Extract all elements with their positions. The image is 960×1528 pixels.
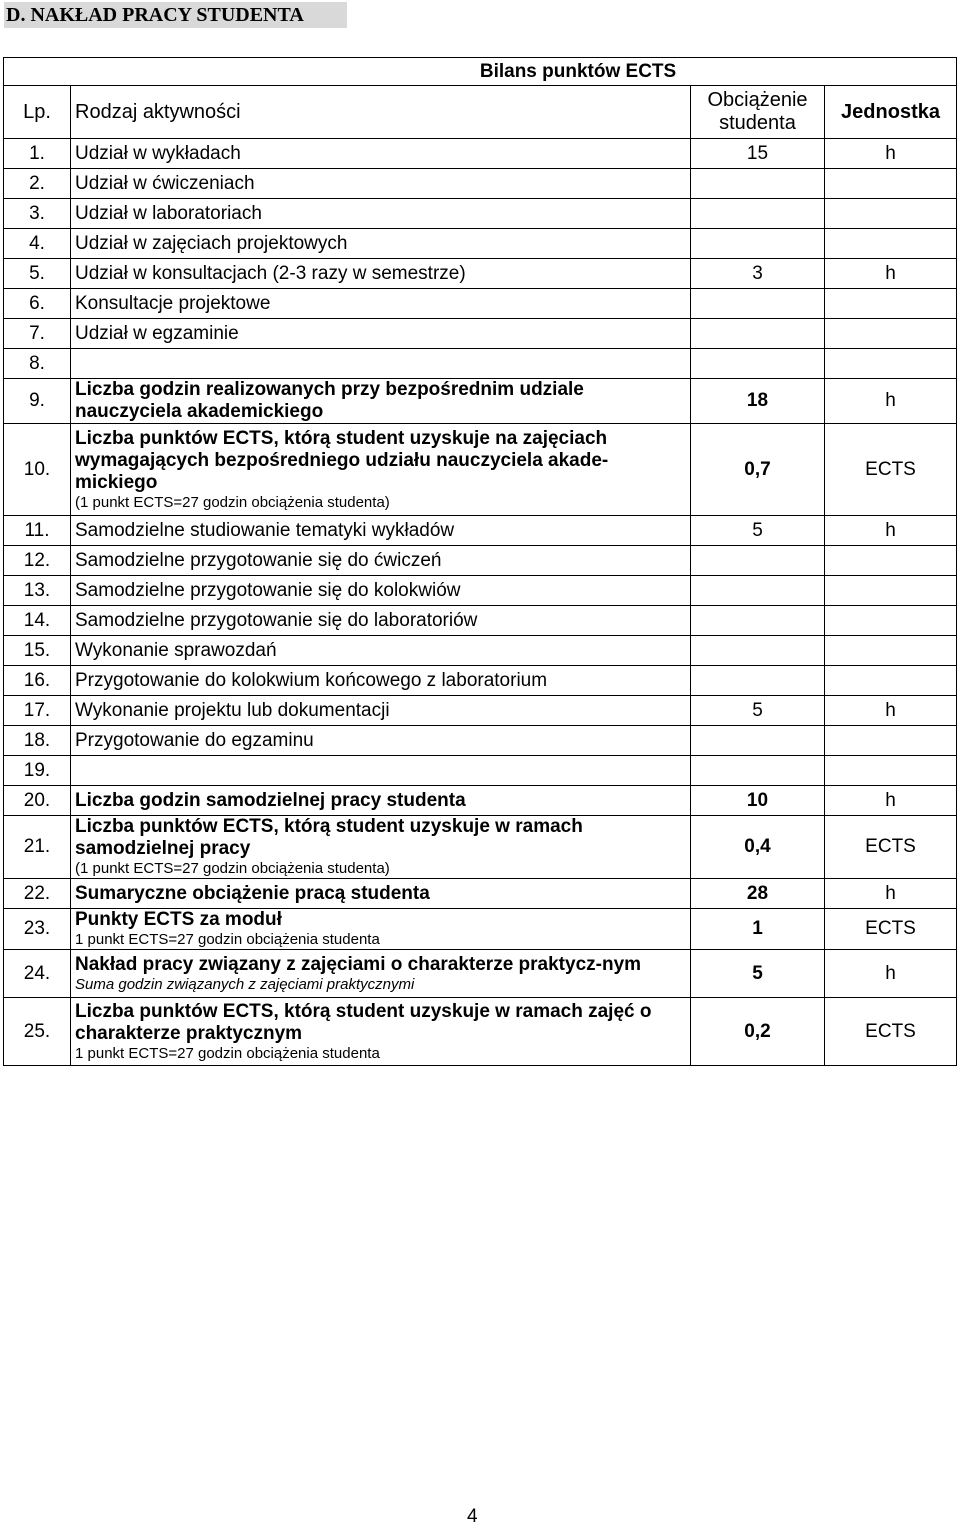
row-lp: 18.: [4, 726, 71, 756]
row-value: [691, 636, 825, 666]
table-row: [4, 169, 957, 199]
table-row: [4, 696, 957, 726]
row-lp: 19.: [4, 756, 71, 786]
row-lp: 17.: [4, 696, 71, 726]
row-activity-text: Przygotowanie do egzaminu: [75, 729, 314, 751]
table-row: [4, 756, 957, 786]
row-unit: [825, 636, 957, 666]
row-unit: [825, 726, 957, 756]
table-row: [4, 636, 957, 666]
row-unit: [825, 576, 957, 606]
row-unit: [825, 169, 957, 199]
row-activity: [71, 169, 691, 199]
row-unit: [825, 229, 957, 259]
table-header-row: [4, 86, 957, 139]
table-row: [4, 998, 957, 1066]
row-lp: 13.: [4, 576, 71, 606]
row-value: 5: [691, 516, 825, 546]
row-lp: 1.: [4, 139, 71, 169]
header-unit: Jednostka: [825, 86, 957, 139]
row-unit: h: [825, 879, 957, 909]
row-activity-text: Liczba godzin samodzielnej pracy studenta: [75, 789, 466, 811]
table-caption: Bilans punktów ECTS: [4, 58, 957, 86]
row-lp: 20.: [4, 786, 71, 816]
row-activity-text: Samodzielne przygotowanie się do laboratoriów: [75, 609, 478, 631]
row-unit: [825, 199, 957, 229]
row-activity-text: Samodzielne przygotowanie się do ćwiczeń: [75, 549, 442, 571]
row-value: 0,4: [691, 816, 825, 879]
row-note: (1 punkt ECTS=27 godzin obciążenia studenta): [75, 860, 390, 877]
table-row: [4, 289, 957, 319]
header-lp: Lp.: [4, 86, 71, 139]
page-number: 4: [467, 1506, 478, 1527]
row-value: [691, 666, 825, 696]
table-row: [4, 424, 957, 516]
row-activity: [71, 289, 691, 319]
row-activity: [71, 229, 691, 259]
row-value: 1: [691, 909, 825, 950]
row-activity: [71, 786, 691, 816]
row-activity-text: Udział w konsultacjach (2-3 razy w semestrze): [75, 262, 466, 284]
row-activity-text: Konsultacje projektowe: [75, 292, 271, 314]
row-lp: 25.: [4, 998, 71, 1066]
row-lp: 23.: [4, 909, 71, 950]
row-value: 3: [691, 259, 825, 289]
row-activity: [71, 259, 691, 289]
table-row: [4, 576, 957, 606]
row-unit: h: [825, 516, 957, 546]
ects-balance-table: [3, 57, 957, 1066]
row-lp: 24.: [4, 950, 71, 998]
row-unit: [825, 546, 957, 576]
row-activity-text: Udział w wykładach: [75, 142, 241, 164]
row-lp: 11.: [4, 516, 71, 546]
row-value: 0,7: [691, 424, 825, 516]
row-lp: 3.: [4, 199, 71, 229]
row-value: 18: [691, 379, 825, 424]
row-activity: [71, 349, 691, 379]
row-value: [691, 546, 825, 576]
row-unit: [825, 319, 957, 349]
row-activity-text: Punkty ECTS za moduł: [75, 909, 282, 930]
row-unit: h: [825, 696, 957, 726]
row-activity: [71, 606, 691, 636]
table-row: [4, 259, 957, 289]
row-activity: [71, 666, 691, 696]
row-value: [691, 289, 825, 319]
row-value: [691, 169, 825, 199]
row-lp: 4.: [4, 229, 71, 259]
row-value: 5: [691, 950, 825, 998]
row-activity: [71, 726, 691, 756]
row-unit: ECTS: [825, 909, 957, 950]
row-activity: [71, 998, 691, 1066]
row-activity-text: Liczba punktów ECTS, którą student uzyskuje w ramach zajęć o charakterze praktycznym: [75, 1000, 652, 1044]
section-title: D. NAKŁAD PRACY STUDENTA: [4, 2, 347, 28]
table-row: [4, 199, 957, 229]
table-row: [4, 516, 957, 546]
row-activity: [71, 139, 691, 169]
header-activity: Rodzaj aktywności: [71, 86, 691, 139]
row-unit: h: [825, 379, 957, 424]
row-activity: [71, 816, 691, 879]
row-activity-text: Liczba punktów ECTS, którą student uzyskuje w ramach samodzielnej pracy: [75, 816, 583, 859]
row-value: [691, 229, 825, 259]
row-lp: 9.: [4, 379, 71, 424]
row-unit: [825, 756, 957, 786]
row-activity: [71, 950, 691, 998]
row-activity-text: Liczba godzin realizowanych przy bezpośrednim udziale nauczyciela akademickiego: [75, 379, 584, 422]
row-note: 1 punkt ECTS=27 godzin obciążenia studenta: [75, 1044, 380, 1062]
table-row: [4, 726, 957, 756]
row-unit: [825, 666, 957, 696]
table-row: [4, 379, 957, 424]
row-activity: [71, 909, 691, 950]
row-lp: 2.: [4, 169, 71, 199]
row-activity-text: Wykonanie sprawozdań: [75, 639, 277, 661]
table-row: [4, 229, 957, 259]
row-lp: 8.: [4, 349, 71, 379]
table-row: [4, 666, 957, 696]
table-row: [4, 786, 957, 816]
row-lp: 10.: [4, 424, 71, 516]
row-lp: 14.: [4, 606, 71, 636]
table-caption-row: [4, 58, 957, 86]
row-activity: [71, 319, 691, 349]
row-unit: [825, 289, 957, 319]
row-activity: [71, 424, 691, 516]
row-value: [691, 576, 825, 606]
table-row: [4, 816, 957, 879]
row-value: [691, 349, 825, 379]
row-unit: [825, 349, 957, 379]
row-lp: 7.: [4, 319, 71, 349]
row-value: [691, 606, 825, 636]
row-activity-text: Udział w laboratoriach: [75, 202, 262, 224]
table-row: [4, 950, 957, 998]
row-value: 0,2: [691, 998, 825, 1066]
row-lp: 16.: [4, 666, 71, 696]
row-value: 15: [691, 139, 825, 169]
row-activity: [71, 379, 691, 424]
row-note: 1 punkt ECTS=27 godzin obciążenia studenta: [75, 931, 380, 948]
table-row: [4, 139, 957, 169]
row-activity-text: Wykonanie projektu lub dokumentacji: [75, 699, 390, 721]
table-row: [4, 879, 957, 909]
row-value: [691, 199, 825, 229]
row-activity-text: Udział w egzaminie: [75, 322, 239, 344]
row-unit: h: [825, 950, 957, 998]
table-row: [4, 319, 957, 349]
row-note: Suma godzin związanych z zajęciami praktycznymi: [75, 975, 415, 993]
row-value: 5: [691, 696, 825, 726]
row-lp: 6.: [4, 289, 71, 319]
row-activity-text: Udział w ćwiczeniach: [75, 172, 255, 194]
row-activity: [71, 756, 691, 786]
row-lp: 21.: [4, 816, 71, 879]
row-unit: ECTS: [825, 816, 957, 879]
row-activity-text: Liczba punktów ECTS, którą student uzyskuje na zajęciach wymagających bezpośredniego udziału nauczyciela akade-mickiego: [75, 427, 609, 493]
table-row: [4, 349, 957, 379]
row-unit: h: [825, 259, 957, 289]
row-unit: h: [825, 786, 957, 816]
row-value: 28: [691, 879, 825, 909]
row-unit: ECTS: [825, 424, 957, 516]
row-value: 10: [691, 786, 825, 816]
row-lp: 5.: [4, 259, 71, 289]
row-value: [691, 756, 825, 786]
row-activity: [71, 879, 691, 909]
row-activity: [71, 696, 691, 726]
table-row: [4, 606, 957, 636]
row-lp: 22.: [4, 879, 71, 909]
row-activity-text: Przygotowanie do kolokwium końcowego z laboratorium: [75, 669, 548, 691]
row-lp: 15.: [4, 636, 71, 666]
row-note: (1 punkt ECTS=27 godzin obciążenia studenta): [75, 493, 390, 511]
row-activity: [71, 576, 691, 606]
row-activity-text: Udział w zajęciach projektowych: [75, 232, 348, 254]
row-lp: 12.: [4, 546, 71, 576]
row-value: [691, 319, 825, 349]
row-activity: [71, 636, 691, 666]
row-value: [691, 726, 825, 756]
row-activity: [71, 516, 691, 546]
row-activity-text: Samodzielne przygotowanie się do kolokwiów: [75, 579, 461, 601]
row-unit: ECTS: [825, 998, 957, 1066]
row-unit: h: [825, 139, 957, 169]
row-activity: [71, 546, 691, 576]
row-activity-text: Nakład pracy związany z zajęciami o charakterze praktycz-nym: [75, 953, 642, 975]
row-activity-text: Samodzielne studiowanie tematyki wykładów: [75, 519, 455, 541]
row-activity-text: Sumaryczne obciążenie pracą studenta: [75, 882, 430, 904]
header-load: Obciążenie studenta: [691, 86, 825, 139]
table-row: [4, 546, 957, 576]
table-row: [4, 909, 957, 950]
row-activity: [71, 199, 691, 229]
row-unit: [825, 606, 957, 636]
